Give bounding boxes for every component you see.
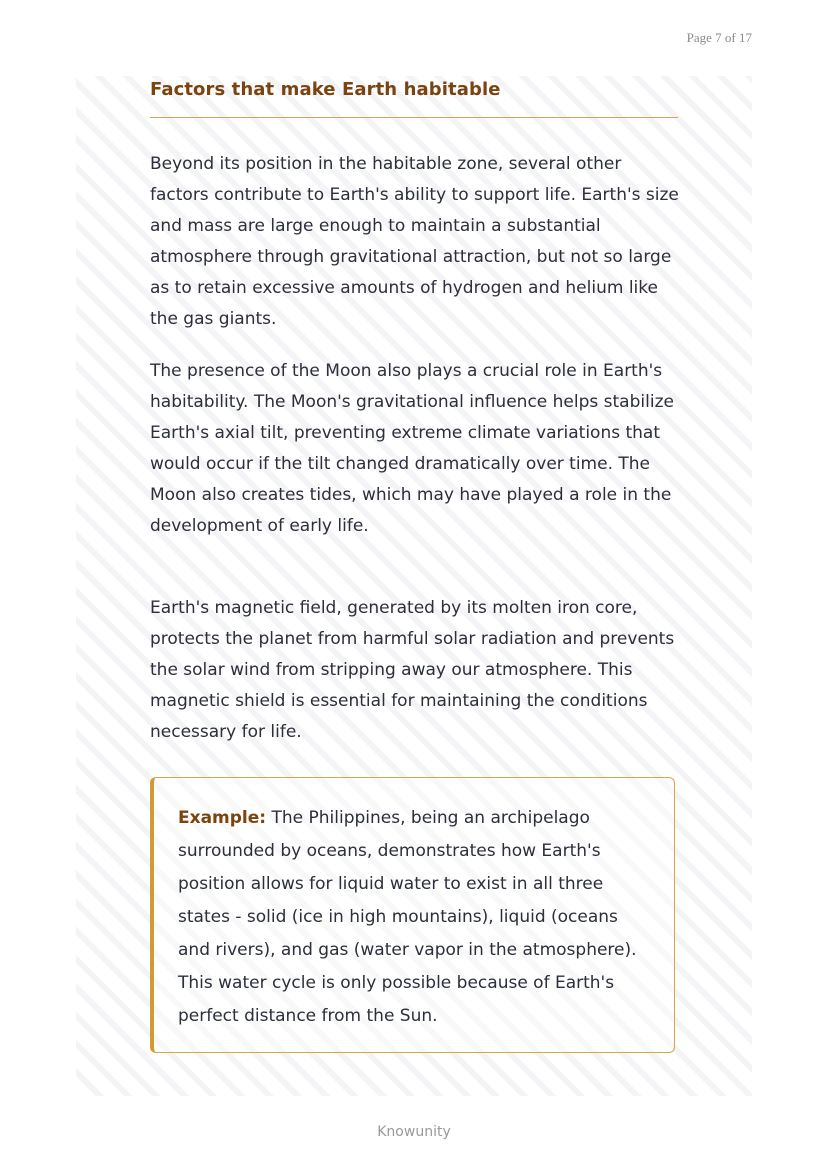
section-title: Factors that make Earth habitable (150, 79, 501, 100)
paragraph-habitable-zone: Beyond its position in the habitable zone, several other factors contribute to Earth's ability to support life. Earth's size and mass are large enough to maintain a substantial atmosphere through gravitational attraction, but not so large as to retain excessive amounts of hydrogen and helium like the gas giants. (150, 154, 679, 329)
paragraph-moon: The presence of the Moon also plays a crucial role in Earth's habitability. The Moon's gravitational influence helps stabilize Earth's axial tilt, preventing extreme climate variations that would occur if the tilt changed dramatically over time. The Moon also creates tides, which may have played a role in the development of early life. (150, 361, 674, 536)
example-text (178, 802, 644, 1033)
paragraph-magnetic-field: Earth's magnetic field, generated by its molten iron core, protects the planet from harmful solar radiation and prevents the solar wind from stripping away our atmosphere. This magnetic shield is essential for maintaining the conditions necessary for life. (150, 598, 675, 742)
example-label: Example: (178, 808, 267, 828)
example-callout (150, 777, 675, 1053)
example-body: The Philippines, being an archipelago surrounded by oceans, demonstrates how Earth's position allows for liquid water to exist in all three states - solid (ice in high mountains), liquid (oceans and rivers), and gas (water vapor in the atmosphere). This water cycle is only possible because of Earth's perfect distance from the Sun. (178, 808, 637, 1026)
footer-brand: Knowunity (377, 1124, 451, 1140)
title-divider (150, 117, 678, 118)
page-number: Page 7 of 17 (686, 30, 752, 45)
